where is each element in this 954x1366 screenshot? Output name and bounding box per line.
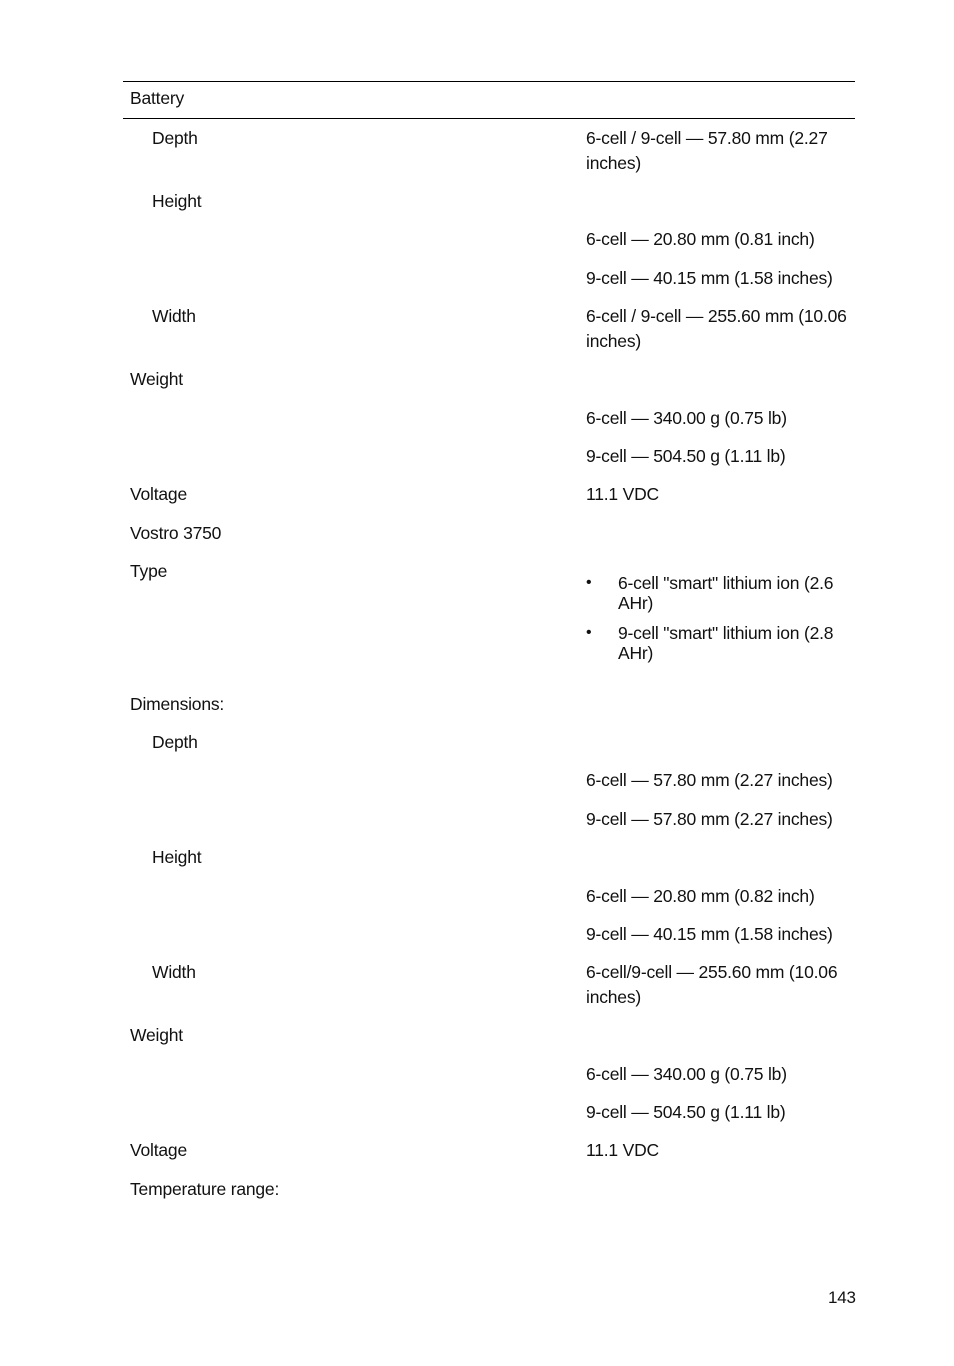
type-bullet-item: 9-cell "smart" lithium ion (2.8 AHr)	[618, 623, 834, 663]
row-value-depth-6cell: 6-cell — 57.80 mm (2.27 inches)	[586, 770, 833, 790]
row-value-height-6cell: 6-cell — 20.80 mm (0.81 inch)	[586, 229, 815, 249]
row-value-voltage: 11.1 VDC	[586, 484, 659, 504]
row-value-width: 6-cell/9-cell — 255.60 mm (10.06 inches)	[586, 962, 838, 1007]
row-value-weight-9cell: 9-cell — 504.50 g (1.11 lb)	[586, 446, 786, 466]
row-label-height: Height	[152, 191, 202, 211]
bullet-marker: •	[586, 574, 592, 591]
row-value-width: 6-cell / 9-cell — 255.60 mm (10.06 inches)	[586, 306, 847, 351]
row-value-height-9cell: 9-cell — 40.15 mm (1.58 inches)	[586, 924, 833, 944]
row-label-voltage: Voltage	[130, 484, 187, 504]
row-label-width: Width	[152, 962, 196, 982]
row-label-depth: Depth	[152, 128, 198, 148]
row-label-type: Type	[130, 561, 168, 581]
row-label-height: Height	[152, 847, 202, 867]
row-value-depth-9cell: 9-cell — 57.80 mm (2.27 inches)	[586, 809, 833, 829]
row-value-weight-9cell: 9-cell — 504.50 g (1.11 lb)	[586, 1102, 786, 1122]
row-value-voltage: 11.1 VDC	[586, 1140, 659, 1160]
row-label-vostro-3750: Vostro 3750	[130, 523, 222, 543]
type-bullet-item: 6-cell "smart" lithium ion (2.6 AHr)	[618, 573, 834, 613]
row-value-weight-6cell: 6-cell — 340.00 g (0.75 lb)	[586, 1064, 787, 1084]
row-label-width: Width	[152, 306, 196, 326]
row-label-dimensions: Dimensions:	[130, 694, 225, 714]
row-label-weight: Weight	[130, 369, 183, 389]
row-label-voltage: Voltage	[130, 1140, 187, 1160]
page-number: 143	[828, 1288, 856, 1307]
table-header-rule	[123, 118, 855, 119]
row-value-weight-6cell: 6-cell — 340.00 g (0.75 lb)	[586, 408, 787, 428]
row-value-height-6cell: 6-cell — 20.80 mm (0.82 inch)	[586, 886, 815, 906]
row-label-depth: Depth	[152, 732, 198, 752]
row-value-depth: 6-cell / 9-cell — 57.80 mm (2.27 inches)	[586, 128, 828, 173]
row-label-temperature-range: Temperature range:	[130, 1179, 280, 1199]
row-label-weight: Weight	[130, 1025, 183, 1045]
row-value-height-9cell: 9-cell — 40.15 mm (1.58 inches)	[586, 268, 833, 288]
bullet-marker: •	[586, 624, 592, 641]
table-header-battery: Battery	[130, 88, 185, 108]
table-top-rule	[123, 81, 855, 82]
